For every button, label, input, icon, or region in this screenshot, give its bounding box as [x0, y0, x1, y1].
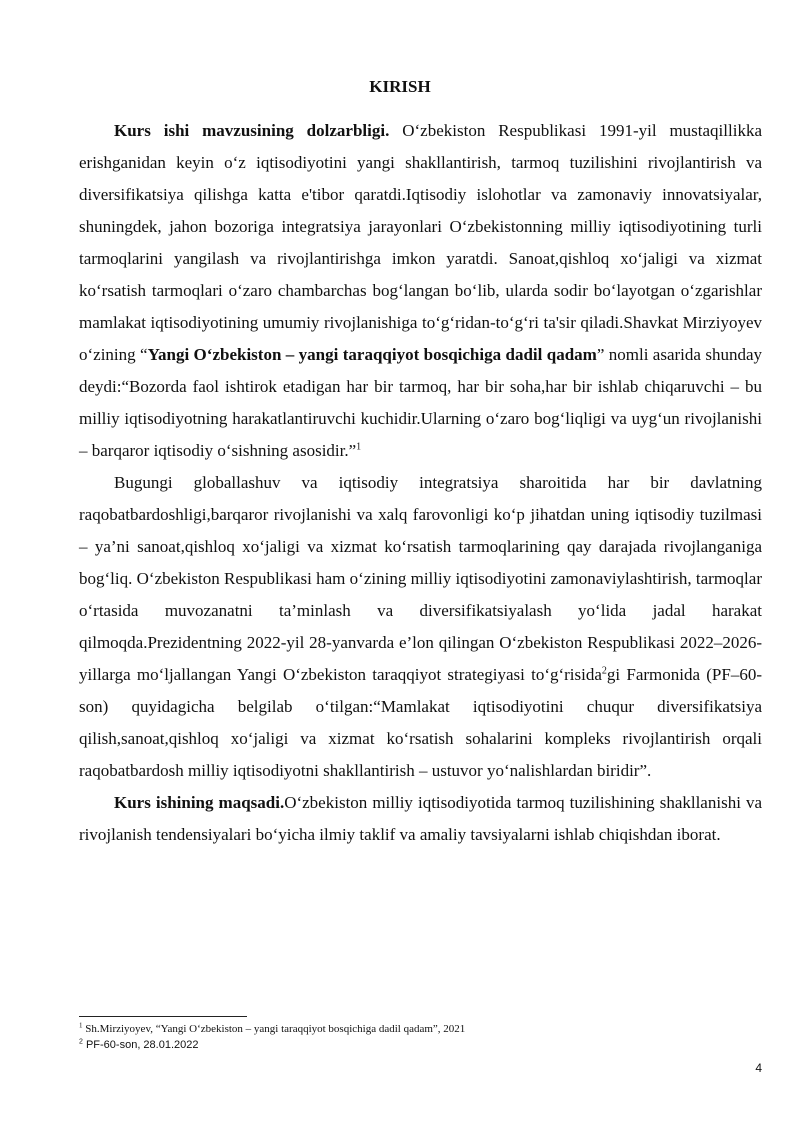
footnote-ref-1[interactable]: 1: [356, 441, 362, 453]
context-text: Bugungi globallashuv va iqtisodiy integratsiya sharoitida har bir davlatning raqobatbardoshligi,barqaror rivojlanishi va xalq farovonligi ko‘p jihatdan uning iqtisodiy tuzilmasi – ya’ni sanoat,qishloq xo‘jaligi va xizmat ko‘rsatish tarmoqlarining qay darajada rivojlanganiga bog‘liq. O‘zbekiston Respublikasi ham o‘zining milliy iqtisodiyotini zamonaviylashtirish, tarmoqlar o‘rtasida muvozanatni ta’minlash va diversifikatsiyalash yo‘lida jadal harakat qilmoqda.Prezidentning 2022-yil 28-yanvarda e’lon qilingan O‘zbekiston Respublikasi 2022–2026-yillarga mo‘ljallangan Yangi O‘zbekiston taraqqiyot strategiyasi to‘g‘risida: [79, 473, 762, 684]
footnote-mark-2: 2: [79, 1038, 83, 1046]
footnotes: [79, 1021, 762, 1053]
book-title: Yangi O‘zbekiston – yangi taraqqiyot bosqichiga dadil qadam: [147, 345, 597, 364]
footnote-text-1: Sh.Mirziyoyev, “Yangi O‘zbekiston – yangi taraqqiyot bosqichiga dadil qadam”, 2021: [82, 1023, 466, 1035]
section-heading: KIRISH: [369, 77, 431, 96]
relevance-lead: Kurs ishi mavzusining dolzarbligi.: [114, 121, 390, 140]
footnote-separator: [79, 1016, 247, 1017]
relevance-quote: ” nomli asarida shunday deydi:“Bozorda faol ishtirok etadigan har bir tarmoq, har bir soha,har bir ishlab chiqaruvchi – bu milliy iqtisodiyotning harakatlantiruvchi kuchidir.Ularning o‘zaro bog‘liqligi va uyg‘un rivojlanishi – barqaror iqtisodiy o‘sishning asosidir.”: [79, 345, 762, 460]
footnote-2: [79, 1037, 762, 1053]
paragraph-context: [79, 467, 762, 787]
relevance-text: O‘zbekiston Respublikasi 1991-yil mustaqillikka erishganidan keyin o‘z iqtisodiyotini yangi shakllantirish, tarmoq tuzilishini rivojlantirish va diversifikatsiya qilishga katta e'tibor qaratdi.Iqtisodiy islohotlar va zamonaviy innovatsiyalar, shuningdek, jahon bozoriga integratsiya jarayonlari O‘zbekistonning milliy iqtisodiyotining turli tarmoqlarini yangilash va rivojlantirishga imkon yaratdi. Sanoat,qishloq xo‘jaligi va xizmat ko‘rsatish tarmoqlari o‘zaro chambarchas bog‘langan bo‘lib, ularda sodir bo‘layotgan o‘zgarishlar mamlakat iqtisodiyotining umumiy rivojlanishiga to‘g‘ridan-to‘g‘ri ta'sir qiladi.Shavkat Mirziyoyev o‘zining “: [79, 121, 762, 364]
goal-lead: Kurs ishining maqsadi.: [114, 793, 285, 812]
footnote-text-2: PF-60-son, 28.01.2022: [82, 1039, 199, 1051]
paragraph-goal: [79, 787, 762, 851]
footnote-1: [79, 1021, 762, 1037]
paragraph-relevance: [79, 115, 762, 467]
page-number: 4: [755, 1061, 762, 1075]
goal-text: O‘zbekiston milliy iqtisodiyotida tarmoq tuzilishining shakllanishi va rivojlanish tendensiyalari bo‘yicha ilmiy taklif va amaliy tavsiyalarni ishlab chiqishdan iborat.: [79, 793, 762, 844]
footnote-mark-1: 1: [79, 1021, 83, 1030]
body-text: [79, 115, 762, 851]
context-text-continued: gi Farmonida (PF–60-son) quyidagicha belgilab o‘tilgan:“Mamlakat iqtisodiyotini chuqur diversifikatsiya qilish,sanoat,qishloq xo‘jaligi va xizmat ko‘rsatish sohalarini kompleks rivojlantirish orqali raqobatbardosh milliy iqtisodiyotni shakllantirish – ustuvor yo‘nalishlardan biridir”.: [79, 665, 762, 780]
footnote-ref-2[interactable]: 2: [601, 665, 607, 677]
